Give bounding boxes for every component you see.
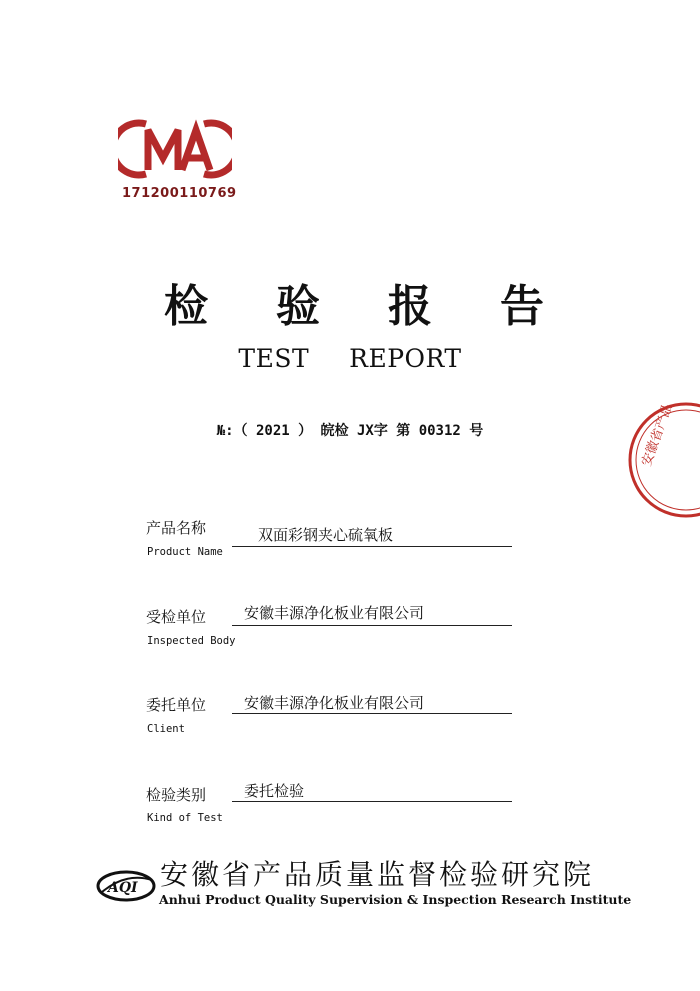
- kind-of-test-underline: [232, 801, 512, 802]
- inspected-body-label: 受检单位: [146, 608, 207, 626]
- title-char-4: 告: [500, 281, 544, 332]
- aqi-logo-icon: [96, 868, 156, 904]
- cma-certificate-number: 171200110769: [122, 186, 237, 201]
- client-value: 安徽丰源净化板业有限公司: [244, 694, 425, 712]
- kind-of-test-value: 委托检验: [244, 782, 305, 800]
- institute-name-cn: 安徽省产品质量监督检验研究院: [160, 858, 595, 891]
- kind-of-test-label: 检验类别: [146, 786, 207, 804]
- title-char-1: 检: [164, 281, 208, 332]
- inspected-body-underline: [232, 625, 512, 626]
- title-en-word-2: REPORT: [349, 344, 462, 373]
- product-name-value: 双面彩钢夹心硫氧板: [258, 526, 394, 544]
- client-label: 委托单位: [146, 696, 207, 714]
- report-number: №:（ 2021 ） 皖检 JX字 第 00312 号: [216, 423, 484, 439]
- cma-logo-icon: [118, 118, 232, 180]
- client-label-en: Client: [147, 723, 185, 735]
- title-char-2: 验: [276, 281, 320, 332]
- title-english: [0, 344, 700, 373]
- institute-name-en: Anhui Product Quality Supervision & Inspection Research Institute: [159, 892, 632, 907]
- kind-of-test-label-en: Kind of Test: [147, 812, 223, 824]
- svg-text:AQI: AQI: [108, 880, 138, 896]
- title-en-word-1: TEST: [238, 344, 310, 373]
- title-char-3: 报: [388, 281, 432, 332]
- red-round-seal-icon: [626, 400, 700, 520]
- client-underline: [232, 713, 512, 714]
- product-name-label-en: Product Name: [147, 546, 223, 558]
- inspected-body-value: 安徽丰源净化板业有限公司: [244, 604, 425, 622]
- inspected-body-label-en: Inspected Body: [147, 635, 236, 647]
- product-name-label: 产品名称: [146, 519, 207, 537]
- product-name-underline: [232, 546, 512, 547]
- svg-text:安徽省产品: 安徽省产品: [639, 402, 676, 469]
